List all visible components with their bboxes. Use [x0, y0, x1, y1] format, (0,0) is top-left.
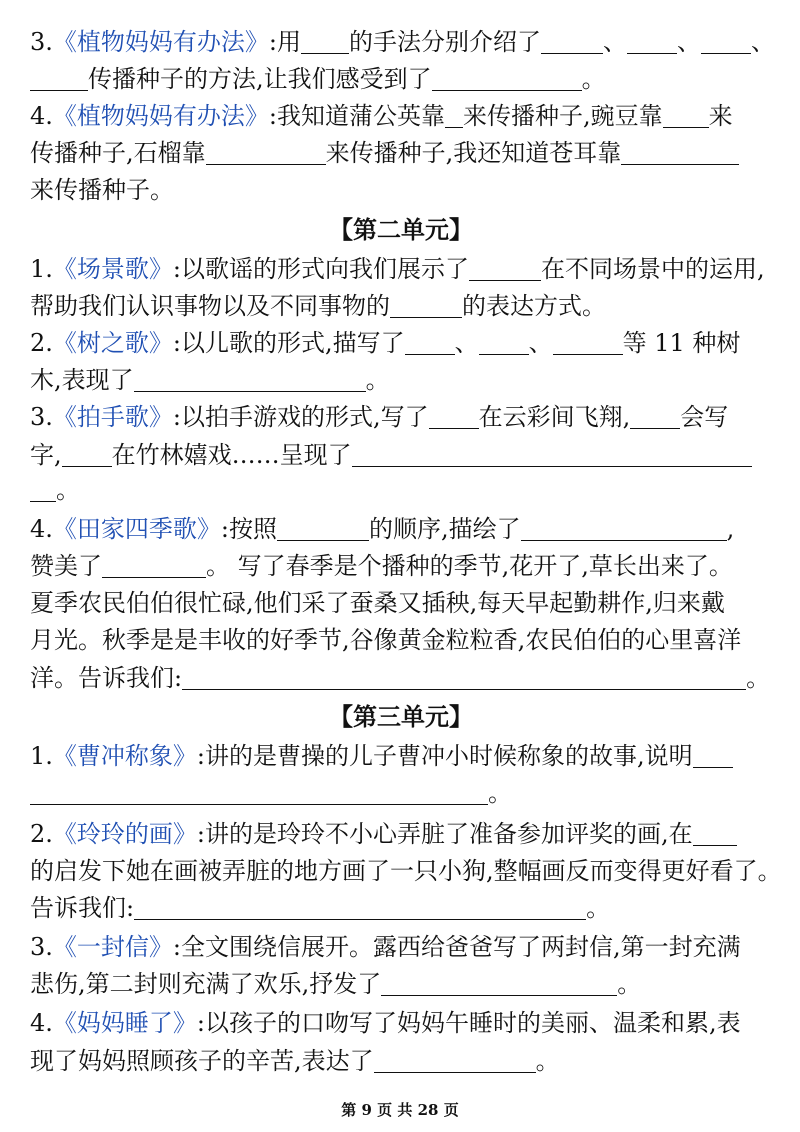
line-text: 传播种子,石榴靠: [30, 139, 206, 167]
fill-blank[interactable]: [693, 821, 737, 846]
lesson-title: 《玲玲的画》: [52, 820, 197, 848]
text-line: [30, 397, 772, 437]
text-line: [30, 546, 772, 586]
line-text: 。: [586, 894, 611, 922]
line-text: 的手法分别介绍了: [349, 28, 541, 56]
line-text: 【第二单元】: [329, 215, 473, 244]
line-text: ,: [726, 515, 735, 543]
text-line: [30, 360, 772, 400]
fill-blank[interactable]: [521, 516, 727, 541]
fill-blank[interactable]: [432, 66, 582, 91]
text-line: [30, 59, 772, 99]
line-text: 在云彩间飞翔,: [478, 403, 631, 431]
line-text: 传播种子的方法,让我们感受到了: [88, 65, 432, 93]
fill-blank[interactable]: [30, 66, 88, 91]
line-text: :以儿歌的形式,描写了: [172, 329, 405, 357]
line-text: 、: [603, 28, 627, 56]
line-text: 。: [581, 65, 606, 93]
line-text: :讲的是玲玲不小心弄脏了准备参加评奖的画,在: [196, 820, 693, 848]
line-text: 4.: [30, 1009, 53, 1037]
line-text: 2.: [30, 329, 53, 357]
line-text: :以孩子的口吻写了妈妈午睡时的美丽、温柔和累,表: [196, 1009, 741, 1037]
fill-blank[interactable]: [134, 895, 586, 920]
line-text: 。: [617, 970, 642, 998]
line-text: 4.: [30, 515, 53, 543]
line-text: 悲伤,第二封则充满了欢乐,抒发了: [30, 970, 382, 998]
text-line: [30, 736, 772, 776]
line-text: 字,: [30, 441, 62, 469]
text-line: [30, 964, 772, 1004]
line-text: 会写: [680, 403, 729, 431]
line-text: 的启发下她在画被弄脏的地方画了一只小狗,整幅画反而变得更好看了。: [30, 857, 782, 885]
line-text: 木,表现了: [30, 366, 134, 394]
fill-blank[interactable]: [374, 1048, 536, 1073]
line-text: 3.: [30, 933, 53, 961]
line-text: :以拍手游戏的形式,写了: [172, 403, 429, 431]
line-text: :我知道蒲公英靠: [268, 102, 445, 130]
text-line: [30, 851, 782, 891]
line-text: 夏季农民伯伯很忙碌,他们采了蚕桑又插秧,每天早起勤耕作,归来戴: [30, 589, 725, 617]
line-text: :以歌谣的形式向我们展示了: [172, 255, 469, 283]
text-line: [30, 249, 772, 289]
line-text: 来传播种子。: [30, 176, 174, 204]
line-text: 帮助我们认识事物以及不同事物的: [30, 292, 390, 320]
text-line: [30, 323, 772, 363]
text-line: [30, 583, 772, 623]
line-text: 在竹林嬉戏……呈现了: [111, 441, 352, 469]
fill-blank[interactable]: [301, 29, 349, 54]
lesson-title: 《妈妈睡了》: [52, 1009, 197, 1037]
lesson-title: 《植物妈妈有办法》: [52, 102, 269, 130]
fill-blank[interactable]: [701, 29, 751, 54]
fill-blank[interactable]: [479, 330, 529, 355]
line-text: 2.: [30, 820, 53, 848]
line-text: 4.: [30, 102, 53, 130]
line-text: 来: [708, 102, 733, 130]
line-text: 、: [454, 329, 479, 357]
fill-blank[interactable]: [30, 477, 56, 502]
fill-blank[interactable]: [390, 293, 462, 318]
line-text: 3.: [30, 28, 53, 56]
line-text: 的表达方式。: [462, 292, 606, 320]
fill-blank[interactable]: [627, 29, 677, 54]
lesson-title: 《树之歌》: [52, 329, 173, 357]
line-text: 1.: [30, 742, 53, 770]
unit-heading: [30, 210, 772, 250]
line-text: 3.: [30, 403, 53, 431]
lesson-title: 《植物妈妈有办法》: [52, 28, 269, 56]
fill-blank[interactable]: [553, 330, 623, 355]
text-line: [30, 927, 772, 967]
page-footer: 第 9 页 共 28 页: [341, 1101, 459, 1119]
fill-blank[interactable]: [134, 367, 366, 392]
lesson-title: 《曹冲称象》: [52, 742, 197, 770]
text-line: [30, 509, 772, 549]
text-line: [30, 814, 772, 854]
line-text: 、: [677, 28, 701, 56]
line-text: 。: [365, 366, 390, 394]
text-line: [30, 1041, 772, 1081]
text-line: [30, 658, 772, 698]
fill-blank[interactable]: [405, 330, 455, 355]
line-text: 月光。秋季是是丰收的好季节,谷像黄金粒粒香,农民伯伯的心里喜洋: [30, 626, 742, 654]
text-line: [30, 470, 772, 510]
fill-blank[interactable]: [621, 140, 739, 165]
lesson-title: 《场景歌》: [52, 255, 173, 283]
text-line: [30, 133, 772, 173]
lesson-title: 《拍手歌》: [52, 403, 173, 431]
fill-blank[interactable]: [663, 103, 709, 128]
fill-blank[interactable]: [352, 442, 752, 467]
line-text: 来传播种子,豌豆靠: [463, 102, 663, 130]
text-line: [30, 435, 772, 475]
fill-blank[interactable]: [693, 743, 733, 768]
fill-blank[interactable]: [541, 29, 603, 54]
line-text: 告诉我们:: [30, 894, 135, 922]
lesson-title: 《一封信》: [52, 933, 173, 961]
unit-heading: [30, 697, 772, 737]
fill-blank[interactable]: [102, 553, 206, 578]
fill-blank[interactable]: [62, 442, 112, 467]
fill-blank[interactable]: [429, 404, 479, 429]
line-text: 现了妈妈照顾孩子的辛苦,表达了: [30, 1047, 374, 1075]
text-line: [30, 888, 772, 928]
line-text: :全文围绕信展开。露西给爸爸写了两封信,第一封充满: [172, 933, 741, 961]
line-text: 、: [751, 28, 775, 56]
text-line: [30, 170, 772, 210]
line-text: 【第三单元】: [329, 702, 473, 731]
fill-blank[interactable]: [206, 140, 326, 165]
text-line: [30, 773, 772, 813]
lesson-title: 《田家四季歌》: [52, 515, 221, 543]
line-text: 等 11 种树: [622, 329, 741, 357]
line-text: 洋。告诉我们:: [30, 664, 183, 692]
line-text: :讲的是曹操的儿子曹冲小时候称象的故事,说明: [196, 742, 693, 770]
fill-blank[interactable]: [630, 404, 680, 429]
line-text: 的顺序,描绘了: [369, 515, 521, 543]
line-text: 。: [488, 779, 512, 807]
text-line: [30, 620, 772, 660]
line-text: 1.: [30, 255, 53, 283]
fill-blank[interactable]: [445, 103, 463, 128]
fill-blank[interactable]: [469, 256, 541, 281]
line-text: 在不同场景中的运用,: [541, 255, 765, 283]
fill-blank[interactable]: [277, 516, 369, 541]
text-line: [30, 286, 772, 326]
line-text: 。: [56, 476, 80, 504]
text-line: [30, 96, 772, 136]
line-text: 。 写了春季是个播种的季节,花开了,草长出来了。: [206, 552, 733, 580]
line-text: 、: [528, 329, 553, 357]
fill-blank[interactable]: [182, 665, 746, 690]
text-line: [30, 1003, 772, 1043]
line-text: 来传播种子,我还知道苍耳靠: [325, 139, 622, 167]
line-text: 。: [746, 664, 771, 692]
text-line: [30, 22, 775, 62]
line-text: :用: [268, 28, 301, 56]
line-text: 。: [535, 1047, 560, 1075]
line-text: :按照: [220, 515, 277, 543]
fill-blank[interactable]: [30, 780, 488, 805]
fill-blank[interactable]: [381, 971, 617, 996]
line-text: 赞美了: [30, 552, 102, 580]
